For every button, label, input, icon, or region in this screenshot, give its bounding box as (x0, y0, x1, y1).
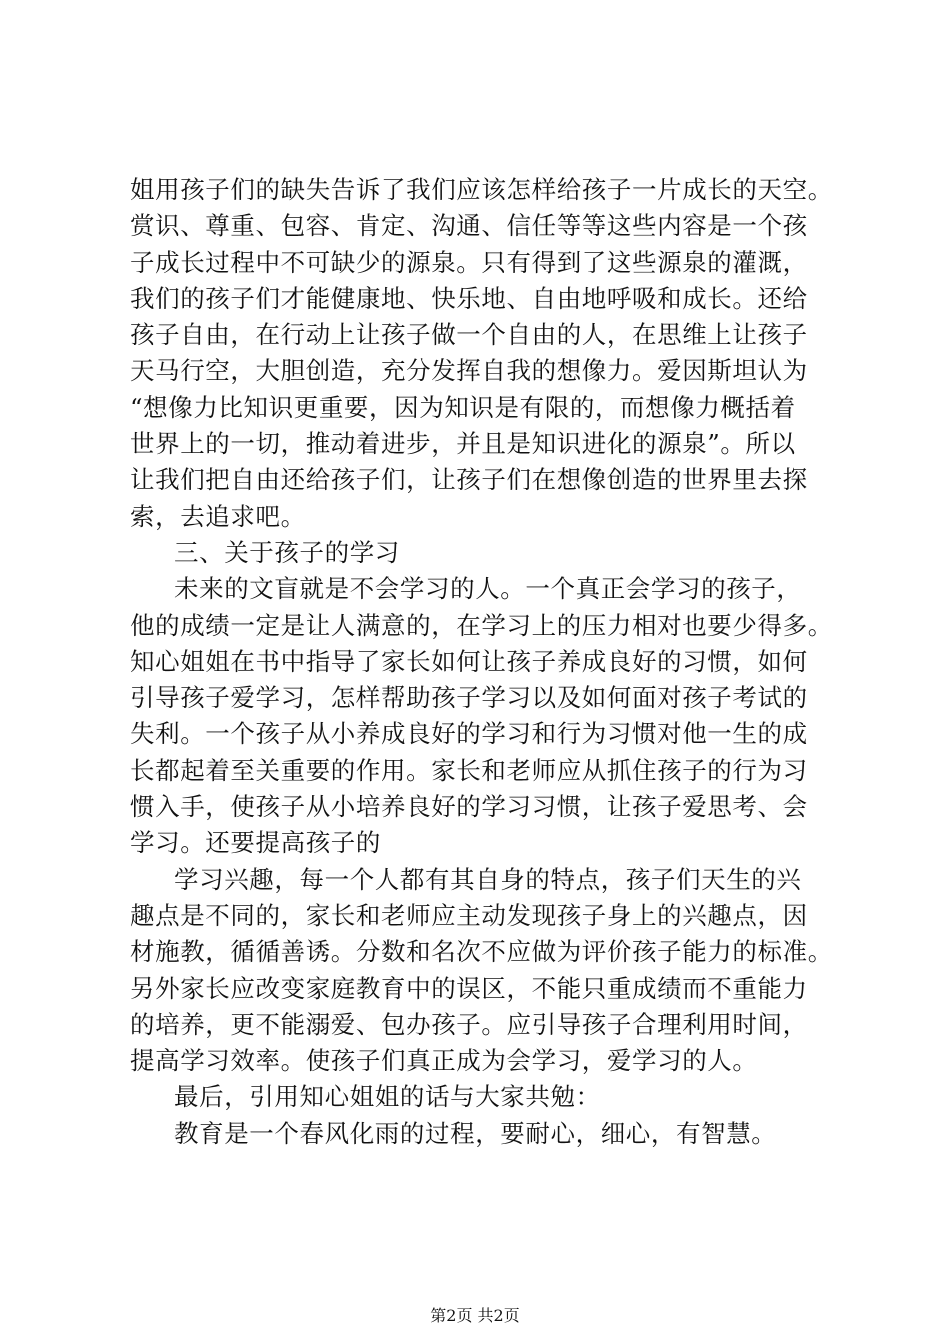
text-line: “想像力比知识更重要，因为知识是有限的，而想像力概括着 (130, 392, 796, 422)
text-line: 三、关于孩子的学习 (174, 537, 400, 567)
text-line: 学习。还要提高孩子的 (130, 828, 381, 858)
text-line: 姐用孩子们的缺失告诉了我们应该怎样给孩子一片成长的天空。 (130, 175, 833, 204)
text-line: 的培养，更不能溺爱、包办孩子。应引导孩子合理利用时间， (130, 1009, 808, 1039)
text-line: 提高学习效率。使孩子们真正成为会学习，爱学习的人。 (130, 1046, 758, 1076)
text-line: 子成长过程中不可缺少的源泉。只有得到了这些源泉的灌溉， (130, 247, 808, 277)
text-line: 学习兴趣，每一个人都有其自身的特点，孩子们天生的兴 (174, 864, 802, 894)
text-line: 最后，引用知心姐姐的话与大家共勉： (174, 1082, 601, 1112)
page-footer: 第2页 共2页 (430, 1306, 520, 1325)
text-line: 引导孩子爱学习，怎样帮助孩子学习以及如何面对孩子考试的 (130, 683, 808, 713)
text-line: 我们的孩子们才能健康地、快乐地、自由地呼吸和成长。还给 (130, 283, 808, 313)
text-line: 他的成绩一定是让人满意的，在学习上的压力相对也要少得多。 (130, 610, 833, 640)
text-line: 让我们把自由还给孩子们，让孩子们在想像创造的世界里去探 (130, 465, 808, 495)
text-line: 趣点是不同的，家长和老师应主动发现孩子身上的兴趣点，因 (130, 900, 808, 930)
text-line: 赏识、尊重、包容、肯定、沟通、信任等等这些内容是一个孩 (130, 211, 808, 241)
text-line: 另外家长应改变家庭教育中的误区，不能只重成绩而不重能力 (130, 973, 808, 1003)
text-line: 索，去追求吧。 (130, 501, 306, 531)
text-line: 未来的文盲就是不会学习的人。一个真正会学习的孩子， (174, 574, 802, 604)
text-line: 材施教，循循善诱。分数和名次不应做为评价孩子能力的标准。 (130, 937, 833, 967)
text-line: 长都起着至关重要的作用。家长和老师应从抓住孩子的行为习 (130, 755, 808, 785)
text-line: 知心姐姐在书中指导了家长如何让孩子养成良好的习惯，如何 (130, 646, 808, 676)
text-line: 世界上的一切，推动着进步，并且是知识进化的源泉”。所以 (130, 429, 796, 459)
text-line: 天马行空，大胆创造，充分发挥自我的想像力。爱因斯坦认为 (130, 356, 808, 386)
text-line: 孩子自由，在行动上让孩子做一个自由的人，在思维上让孩子 (130, 320, 808, 350)
text-line: 惯入手，使孩子从小培养良好的学习习惯，让孩子爱思考、会 (130, 792, 808, 822)
document-body (130, 172, 833, 1152)
text-line: 教育是一个春风化雨的过程，要耐心，细心，有智慧。 (174, 1118, 777, 1148)
text-line: 失利。一个孩子从小养成良好的学习和行为习惯对他一生的成 (130, 719, 808, 749)
